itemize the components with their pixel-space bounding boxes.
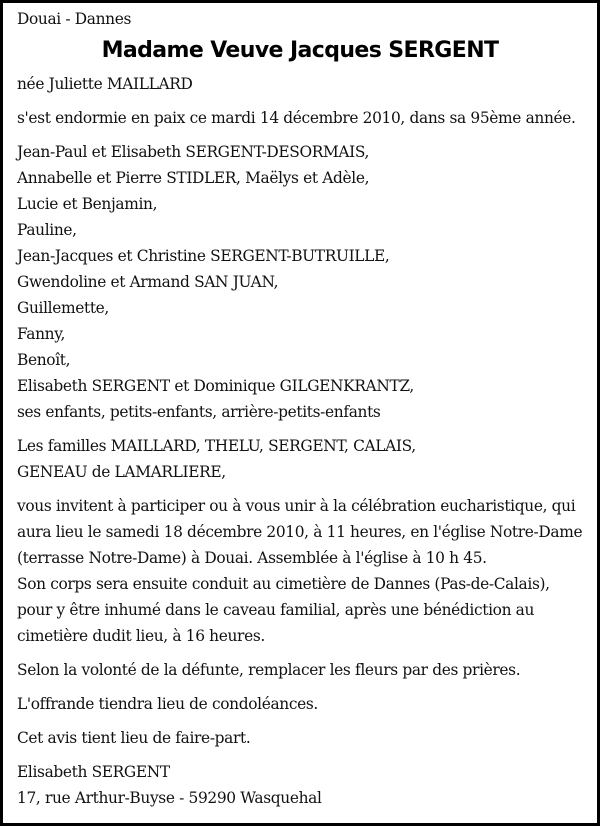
family-member: Pauline, bbox=[17, 221, 77, 239]
contact-address: 17, rue Arthur-Buyse - 59290 Wasquehal bbox=[17, 789, 322, 807]
ceremony-line: (terrasse Notre-Dame) à Douai. Assemblée à l'église à 10 h 45. bbox=[17, 549, 487, 567]
family-member: Jean-Jacques et Christine SERGENT-BUTRUILLE, bbox=[17, 247, 390, 265]
family-member: Lucie et Benjamin, bbox=[17, 195, 158, 213]
location-header: Douai - Dannes bbox=[17, 10, 132, 28]
deceased-name-title: Madame Veuve Jacques SERGENT bbox=[101, 38, 499, 63]
ceremony-line: vous invitent à participer ou à vous unir à la célébration eucharistique, qui bbox=[17, 497, 576, 515]
contact-block bbox=[17, 759, 583, 811]
death-announcement: s'est endormie en paix ce mardi 14 décembre 2010, dans sa 95ème année. bbox=[17, 109, 576, 127]
burial-line: Son corps sera ensuite conduit au cimetière de Dannes (Pas-de-Calais), bbox=[17, 575, 550, 593]
offering-note: L'offrande tiendra lieu de condoléances. bbox=[17, 695, 318, 713]
maiden-name: née Juliette MAILLARD bbox=[17, 75, 193, 93]
families-line: Les familles MAILLARD, THELU, SERGENT, CALAIS, bbox=[17, 437, 416, 455]
extended-families bbox=[17, 433, 583, 485]
faire-part-note: Cet avis tient lieu de faire-part. bbox=[17, 729, 251, 747]
ceremony-line: aura lieu le samedi 18 décembre 2010, à 11 heures, en l'église Notre-Dame bbox=[17, 523, 583, 541]
burial-line: pour y être inhumé dans le caveau familial, après une bénédiction au bbox=[17, 601, 535, 619]
ceremony-details bbox=[17, 493, 583, 649]
family-member: Elisabeth SERGENT et Dominique GILGENKRANTZ, bbox=[17, 377, 414, 395]
families-line: GENEAU de LAMARLIERE, bbox=[17, 463, 226, 481]
family-member: Benoît, bbox=[17, 351, 71, 369]
family-summary: ses enfants, petits-enfants, arrière-petits-enfants bbox=[17, 403, 381, 421]
family-member: Jean-Paul et Elisabeth SERGENT-DESORMAIS, bbox=[17, 143, 370, 161]
family-members-list bbox=[17, 139, 583, 425]
family-member: Guillemette, bbox=[17, 299, 109, 317]
contact-name: Elisabeth SERGENT bbox=[17, 763, 170, 781]
family-member: Gwendoline et Armand SAN JUAN, bbox=[17, 273, 279, 291]
burial-line: cimetière dudit lieu, à 16 heures. bbox=[17, 627, 265, 645]
family-member: Fanny, bbox=[17, 325, 66, 343]
flowers-request: Selon la volonté de la défunte, remplacer les fleurs par des prières. bbox=[17, 661, 521, 679]
family-member: Annabelle et Pierre STIDLER, Maëlys et Adèle, bbox=[17, 169, 370, 187]
